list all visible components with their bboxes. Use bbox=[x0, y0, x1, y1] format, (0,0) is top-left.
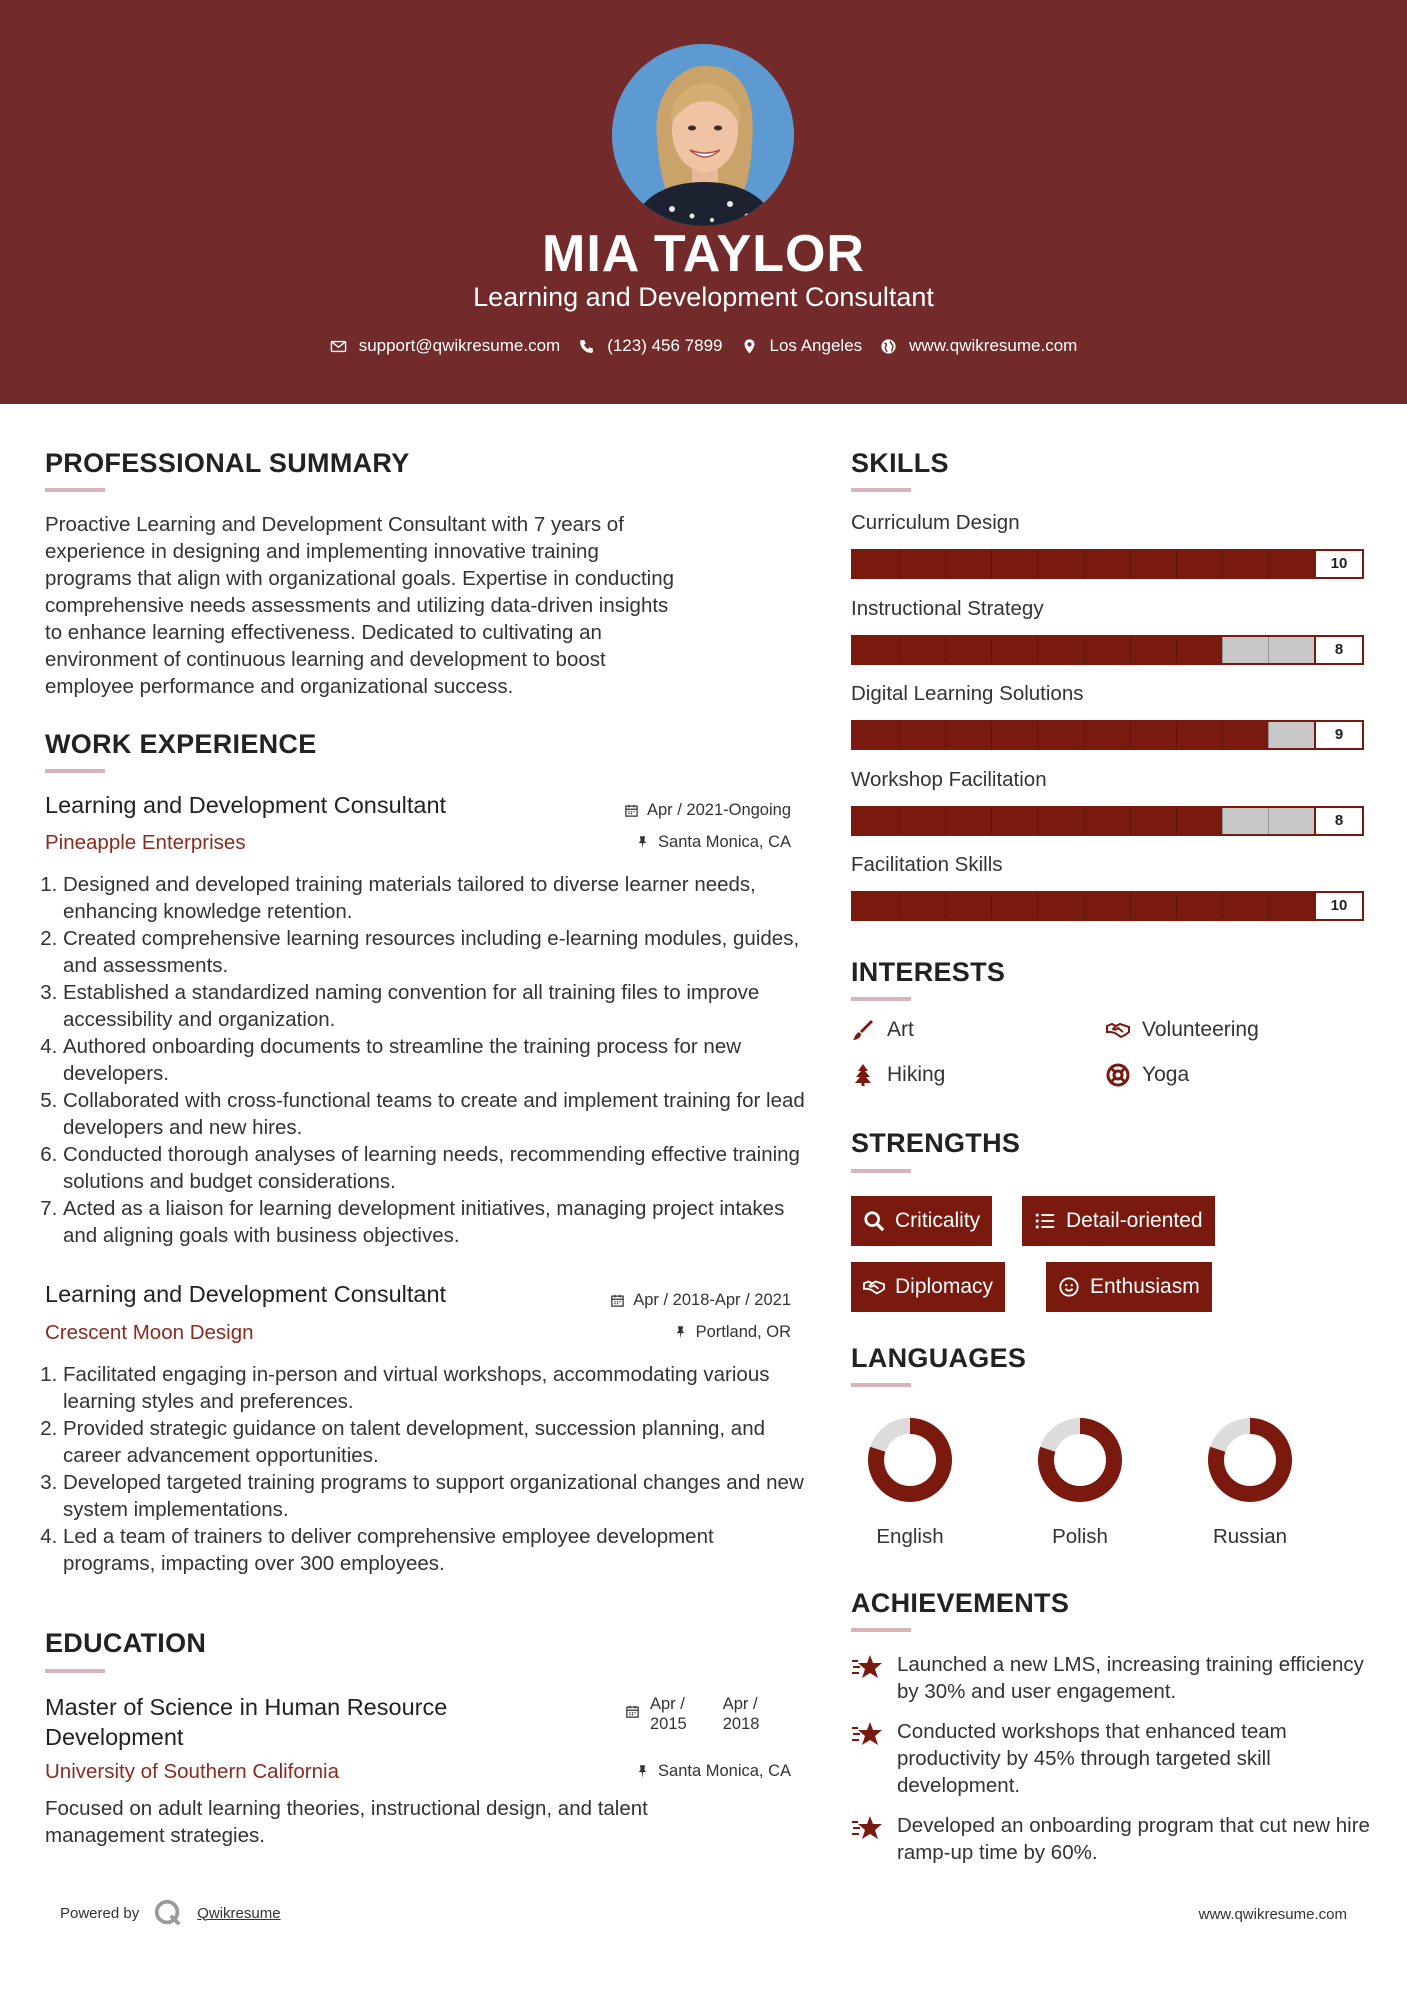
skill-bar-divider bbox=[1268, 808, 1269, 834]
star-icon bbox=[851, 1719, 883, 1749]
interests-heading: INTERESTS bbox=[851, 957, 1006, 987]
footer-powered-by bbox=[60, 1898, 281, 1928]
skill-bar bbox=[851, 635, 1364, 665]
skill-bar-divider bbox=[899, 637, 900, 663]
skill-bar-divider bbox=[1084, 722, 1085, 748]
section-underline bbox=[851, 1169, 911, 1173]
achievements-heading: ACHIEVEMENTS bbox=[851, 1588, 1070, 1618]
lifering-icon bbox=[1106, 1063, 1130, 1087]
summary-line: programs that align with organizational goals. Expertise in conducting bbox=[45, 567, 675, 590]
job-location-text: Portland, OR bbox=[695, 1323, 791, 1341]
section-underline bbox=[45, 769, 105, 773]
language-name: Russian bbox=[1212, 1525, 1288, 1548]
powered-by-label: Powered by bbox=[60, 1904, 140, 1922]
contact-website[interactable] bbox=[880, 336, 1077, 356]
language-name: Polish bbox=[1052, 1525, 1108, 1548]
skill-label: Curriculum Design bbox=[851, 511, 1020, 534]
skill-bar-divider bbox=[1037, 893, 1038, 919]
skill-bar-divider bbox=[1130, 551, 1131, 577]
skill-bar-divider bbox=[1268, 551, 1269, 577]
language-item bbox=[1180, 1415, 1320, 1549]
summary-heading: PROFESSIONAL SUMMARY bbox=[45, 448, 410, 478]
skill-bar-divider bbox=[1222, 637, 1223, 663]
education-heading: EDUCATION bbox=[45, 1628, 207, 1658]
skill-bar-divider bbox=[1130, 893, 1131, 919]
skill-bar-divider bbox=[1176, 808, 1177, 834]
skill-bar-divider bbox=[1176, 551, 1177, 577]
skill-bar-divider bbox=[1176, 637, 1177, 663]
skill-bar-divider bbox=[1176, 893, 1177, 919]
job-title: Learning and Development Consultant bbox=[45, 1281, 447, 1307]
phone-icon bbox=[578, 338, 595, 355]
map-pin-icon bbox=[741, 338, 758, 355]
interest-label: Yoga bbox=[1142, 1063, 1190, 1086]
interest-label: Art bbox=[887, 1018, 914, 1041]
duty-item: 3. Developed targeted training programs to support organizational changes and new system implementations. bbox=[63, 1469, 805, 1523]
skill-score: 10 bbox=[1314, 551, 1362, 577]
skill-bar-divider bbox=[945, 722, 946, 748]
pin-icon bbox=[635, 835, 650, 850]
duty-item: 1. Facilitated engaging in-person and virtual workshops, accommodating various learning styles and preferences. bbox=[63, 1361, 805, 1415]
skill-label: Workshop Facilitation bbox=[851, 767, 1047, 791]
duty-item: 4. Led a team of trainers to deliver comprehensive employee development programs, impacting over 300 employees. bbox=[63, 1523, 805, 1577]
description-line: management strategies. bbox=[45, 1824, 265, 1847]
language-item bbox=[1010, 1415, 1150, 1549]
footer-website[interactable]: www.qwikresume.com bbox=[1198, 1906, 1347, 1923]
skill-bar-divider bbox=[1222, 893, 1223, 919]
skill-bar bbox=[851, 891, 1364, 921]
section-underline bbox=[851, 997, 911, 1001]
calendar-icon bbox=[624, 803, 639, 818]
interest-art bbox=[851, 1018, 914, 1042]
job-duties bbox=[45, 1361, 805, 1577]
contact-email-text: support@qwikresume.com bbox=[358, 336, 561, 355]
job-location bbox=[635, 833, 791, 852]
job-title: Learning and Development Consultant bbox=[45, 792, 447, 818]
strength-label: Detail-oriented bbox=[1066, 1209, 1203, 1232]
resume-header bbox=[0, 0, 1407, 404]
summary-line: employee performance and organizational success. bbox=[45, 675, 514, 698]
achievement-item bbox=[851, 1651, 1371, 1705]
summary-line: Proactive Learning and Development Consultant with 7 years of bbox=[45, 513, 624, 536]
interest-label: Hiking bbox=[887, 1063, 946, 1086]
skill-bar-divider bbox=[1037, 808, 1038, 834]
strength-label: Diplomacy bbox=[895, 1275, 994, 1298]
achievement-text: Launched a new LMS, increasing training efficiency by 30% and user engagement. bbox=[897, 1653, 1364, 1703]
skill-bar-divider bbox=[1268, 722, 1269, 748]
section-underline bbox=[45, 1669, 105, 1673]
language-item bbox=[840, 1415, 980, 1549]
achievement-text: Conducted workshops that enhanced team productivity by 45% through targeted skill development. bbox=[897, 1720, 1287, 1797]
list-icon bbox=[1034, 1210, 1056, 1232]
summary-line: experience in designing and implementing innovative training bbox=[45, 540, 599, 563]
language-level-donut bbox=[1205, 1415, 1295, 1505]
calendar-icon bbox=[625, 1704, 640, 1719]
duty-item: 4. Authored onboarding documents to streamline the training process for new developers. bbox=[63, 1033, 805, 1087]
language-level-donut bbox=[1035, 1415, 1125, 1505]
duty-item: 6. Conducted thorough analyses of learning needs, recommending effective training solutions and budget considerations. bbox=[63, 1141, 805, 1195]
skill-bar-divider bbox=[1130, 722, 1131, 748]
duty-item: 2. Provided strategic guidance on talent development, succession planning, and career advancement opportunities. bbox=[63, 1415, 805, 1469]
search-icon bbox=[863, 1210, 885, 1232]
skill-bar-divider bbox=[1222, 722, 1223, 748]
section-underline bbox=[851, 1628, 911, 1632]
achievement-item bbox=[851, 1812, 1371, 1866]
education-description bbox=[45, 1795, 805, 1849]
strength-label: Enthusiasm bbox=[1090, 1275, 1200, 1298]
degree-title bbox=[45, 1692, 447, 1752]
contact-email[interactable] bbox=[330, 336, 561, 356]
duty-item: 7. Acted as a liaison for learning development initiatives, managing project intakes and aligning goals with business objectives. bbox=[63, 1195, 805, 1249]
skill-bar-divider bbox=[1222, 808, 1223, 834]
date-part: Apr / bbox=[650, 1695, 685, 1713]
skill-score: 8 bbox=[1314, 808, 1362, 834]
skill-bar-divider bbox=[899, 722, 900, 748]
skill-bar-divider bbox=[991, 808, 992, 834]
qwikresume-logo-icon bbox=[153, 1898, 183, 1928]
handshake-icon bbox=[1106, 1018, 1130, 1042]
strength-diplomacy bbox=[851, 1262, 1005, 1312]
strength-enthusiasm bbox=[1046, 1262, 1212, 1312]
skill-bar-divider bbox=[991, 722, 992, 748]
skill-bar-divider bbox=[945, 551, 946, 577]
section-underline bbox=[45, 488, 105, 492]
education-dates bbox=[625, 1694, 759, 1734]
job-dates-text: Apr / 2018-Apr / 2021 bbox=[633, 1291, 791, 1309]
skill-bar-divider bbox=[945, 808, 946, 834]
skill-bar-fill bbox=[853, 722, 1268, 748]
contact-website-text: www.qwikresume.com bbox=[909, 336, 1078, 355]
language-level-donut bbox=[865, 1415, 955, 1505]
education-end-date bbox=[723, 1694, 760, 1734]
envelope-icon bbox=[330, 338, 347, 355]
interest-label: Volunteering bbox=[1142, 1018, 1259, 1041]
languages-heading: LANGUAGES bbox=[851, 1343, 1027, 1373]
handshake-icon bbox=[863, 1276, 885, 1298]
skill-bar-divider bbox=[899, 551, 900, 577]
skill-bar-divider bbox=[899, 808, 900, 834]
job-dates-text: Apr / 2021-Ongoing bbox=[646, 801, 791, 819]
date-part: 2018 bbox=[722, 1715, 760, 1733]
skill-bar-divider bbox=[1268, 637, 1269, 663]
skills-heading: SKILLS bbox=[851, 448, 949, 478]
pin-icon bbox=[635, 1764, 650, 1779]
skill-bar-divider bbox=[1268, 893, 1269, 919]
star-icon bbox=[851, 1652, 883, 1682]
contact-phone[interactable] bbox=[578, 336, 722, 356]
skill-bar-divider bbox=[1130, 808, 1131, 834]
skill-bar-divider bbox=[991, 893, 992, 919]
contact-bar bbox=[0, 336, 1407, 356]
skill-score: 8 bbox=[1314, 637, 1362, 663]
duty-item: 2. Created comprehensive learning resources including e-learning modules, guides, and assessments. bbox=[63, 925, 805, 979]
date-part: Apr / bbox=[722, 1695, 758, 1713]
skill-bar-divider bbox=[1222, 551, 1223, 577]
section-underline bbox=[851, 1383, 911, 1387]
strengths-heading: STRENGTHS bbox=[851, 1128, 1021, 1158]
skill-bar-divider bbox=[1084, 551, 1085, 577]
candidate-title: Learning and Development Consultant bbox=[473, 282, 934, 312]
skill-bar-divider bbox=[1037, 722, 1038, 748]
achievement-item bbox=[851, 1718, 1371, 1799]
skill-bar-divider bbox=[991, 637, 992, 663]
summary-text bbox=[45, 511, 795, 700]
job-location-text: Santa Monica, CA bbox=[658, 833, 791, 851]
contact-location bbox=[741, 336, 863, 356]
company-name: Pineapple Enterprises bbox=[45, 831, 246, 854]
profile-photo bbox=[612, 44, 794, 226]
strength-detail-oriented bbox=[1022, 1196, 1215, 1246]
achievement-text: Developed an onboarding program that cut new hire ramp-up time by 60%. bbox=[897, 1814, 1370, 1864]
globe-icon bbox=[880, 338, 897, 355]
paintbrush-icon bbox=[851, 1018, 875, 1042]
skill-bar bbox=[851, 720, 1364, 750]
summary-line: to enhance learning effectiveness. Dedicated to cultivating an bbox=[45, 621, 602, 644]
tree-icon bbox=[851, 1063, 875, 1087]
section-underline bbox=[851, 488, 911, 492]
education-start-date bbox=[650, 1694, 687, 1734]
skill-bar-divider bbox=[1084, 637, 1085, 663]
skill-bar-divider bbox=[1084, 808, 1085, 834]
calendar-icon bbox=[610, 1293, 625, 1308]
skill-bar-divider bbox=[899, 893, 900, 919]
date-part: 2015 bbox=[650, 1715, 687, 1733]
strength-label: Criticality bbox=[895, 1209, 981, 1232]
degree-line: Development bbox=[45, 1724, 184, 1750]
skill-score: 10 bbox=[1314, 893, 1362, 919]
summary-line: environment of continuous learning and development to boost bbox=[45, 648, 606, 671]
duty-item: 1. Designed and developed training materials tailored to diverse learner needs, enhancing knowledge retention. bbox=[63, 871, 805, 925]
summary-line: comprehensive needs assessments and utilizing data-driven insights bbox=[45, 594, 669, 617]
job-duties bbox=[45, 871, 805, 1249]
star-icon bbox=[851, 1813, 883, 1843]
skill-bar bbox=[851, 806, 1364, 836]
job-dates bbox=[610, 1291, 791, 1310]
company-name: Crescent Moon Design bbox=[45, 1321, 254, 1344]
interest-hiking bbox=[851, 1063, 945, 1087]
degree-line: Master of Science in Human Resource bbox=[45, 1694, 448, 1720]
skill-bar-divider bbox=[945, 637, 946, 663]
skill-bar-divider bbox=[1084, 893, 1085, 919]
interest-yoga bbox=[1106, 1063, 1189, 1087]
skill-label: Instructional Strategy bbox=[851, 596, 1044, 620]
skill-bar-divider bbox=[1130, 637, 1131, 663]
interest-volunteering bbox=[1106, 1018, 1259, 1042]
experience-heading: WORK EXPERIENCE bbox=[45, 729, 317, 759]
job-dates bbox=[624, 801, 791, 820]
school-name: University of Southern California bbox=[45, 1760, 339, 1783]
language-name: English bbox=[876, 1525, 944, 1548]
skill-bar-divider bbox=[945, 893, 946, 919]
duty-item: 5. Collaborated with cross-functional teams to create and implement training for lead developers and new hires. bbox=[63, 1087, 805, 1141]
skill-bar bbox=[851, 549, 1364, 579]
duty-item: 3. Established a standardized naming convention for all training files to improve accessibility and organization. bbox=[63, 979, 805, 1033]
skill-bar-divider bbox=[1176, 722, 1177, 748]
skill-score: 9 bbox=[1314, 722, 1362, 748]
education-location bbox=[635, 1762, 791, 1781]
skill-bar-divider bbox=[1037, 637, 1038, 663]
qwikresume-link[interactable]: Qwikresume bbox=[197, 1904, 281, 1922]
skill-bar-divider bbox=[1037, 551, 1038, 577]
description-line: Focused on adult learning theories, instructional design, and talent bbox=[45, 1797, 648, 1820]
education-location-text: Santa Monica, CA bbox=[658, 1762, 791, 1780]
skill-label: Facilitation Skills bbox=[851, 853, 1003, 876]
job-location bbox=[673, 1323, 791, 1342]
smile-icon bbox=[1058, 1276, 1080, 1298]
strength-criticality bbox=[851, 1196, 992, 1246]
candidate-name: MIA TAYLOR bbox=[542, 225, 865, 283]
skill-label: Digital Learning Solutions bbox=[851, 682, 1084, 705]
pin-icon bbox=[673, 1325, 688, 1340]
contact-phone-text: (123) 456 7899 bbox=[607, 336, 723, 355]
skill-bar-divider bbox=[991, 551, 992, 577]
contact-location-text: Los Angeles bbox=[769, 336, 863, 355]
